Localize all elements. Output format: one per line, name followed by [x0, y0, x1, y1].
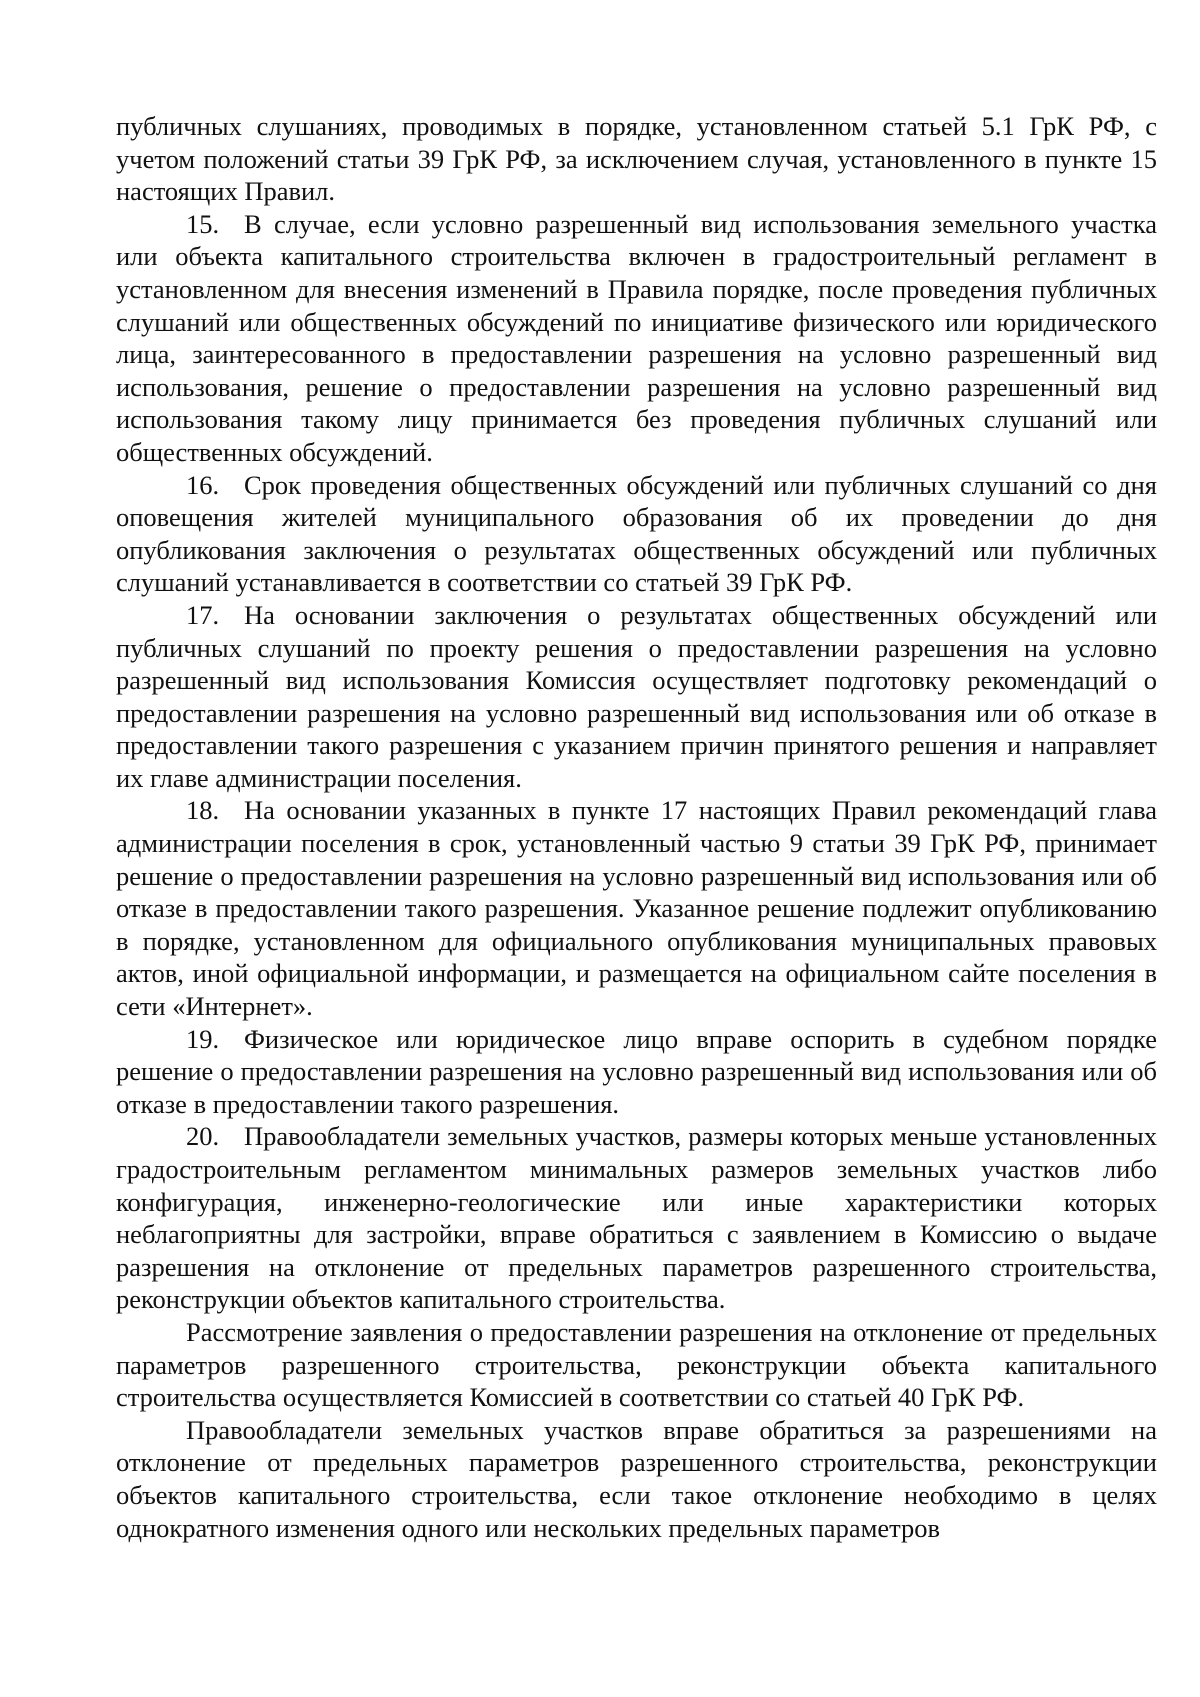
paragraph-text: Рассмотрение заявления о предоставлении разрешения на отклонение от предельных параметров разрешенного строительства, реконструкции объекта капитального строительства осуществляется Комиссией в соответствии со статьей 40 ГрК РФ.	[116, 1316, 1157, 1413]
paragraph-number: 18.	[186, 795, 220, 826]
paragraph-number: 15.	[186, 208, 220, 239]
paragraph-18	[116, 794, 1157, 1022]
paragraph-text: публичных слушаниях, проводимых в порядке, установленном статьей 5.1 ГрК РФ, с учетом положений статьи 39 ГрК РФ, за исключением случая, установленного в пункте 15 настоящих Правил.	[116, 111, 1157, 207]
paragraph-16	[116, 469, 1157, 599]
paragraph-text: На основании заключения о результатах общественных обсуждений или публичных слушаний по проекту решения о предоставлении разрешения на условно разрешенный вид использования Комиссия осуществляет подготовку рекомендаций о предоставлении разрешения на условно разрешенный вид использования или об отказе в предоставлении такого разрешения с указанием причин принятого решения и направляет их главе администрации поселения.	[116, 599, 1157, 793]
paragraph-text: Срок проведения общественных обсуждений или публичных слушаний со дня оповещения жителей муниципального образования об их проведении до дня опубликования заключения о результатах общественных обсуждений или публичных слушаний устанавливается в соответствии со статьей 39 ГрК РФ.	[116, 469, 1157, 598]
paragraph-20-consideration	[116, 1316, 1157, 1414]
paragraph-20-right-holders	[116, 1414, 1157, 1544]
paragraph-text: В случае, если условно разрешенный вид использования земельного участка или объекта капитального строительства включен в градостроительный регламент в установленном для внесения изменений в Правила порядке, после проведения публичных слушаний или общественных обсуждений по инициативе физического или юридического лица, заинтересованного в предоставлении разрешения на условно разрешенный вид использования, решение о предоставлении разрешения на условно разрешенный вид использования такому лицу принимается без проведения публичных слушаний или общественных обсуждений.	[116, 208, 1157, 467]
paragraph-text: Правообладатели земельных участков вправе обратиться за разрешениями на отклонение от предельных параметров разрешенного строительства, реконструкции объектов капитального строительства, если такое отклонение необходимо в целях однократного изменения одного или нескольких предельных параметров	[116, 1414, 1157, 1543]
paragraph-number: 17.	[186, 599, 220, 630]
paragraph-number: 16.	[186, 469, 220, 500]
paragraph-text: На основании указанных в пункте 17 настоящих Правил рекомендаций глава администрации поселения в срок, установленный частью 9 статьи 39 ГрК РФ, принимает решение о предоставлении разрешения на условно разрешенный вид использования или об отказе в предоставлении такого разрешения. Указанное решение подлежит опубликованию в порядке, установленном для официального опубликования муниципальных правовых актов, иной официальной информации, и размещается на официальном сайте поселения в сети «Интернет».	[116, 795, 1157, 1022]
paragraph-19	[116, 1023, 1157, 1121]
document-page	[116, 110, 1157, 1544]
paragraph-number: 20.	[186, 1121, 220, 1152]
paragraph-number: 19.	[186, 1023, 220, 1054]
paragraph-text: Физическое или юридическое лицо вправе оспорить в судебном порядке решение о предоставлении разрешения на условно разрешенный вид использования или об отказе в предоставлении такого разрешения.	[116, 1023, 1157, 1119]
paragraph-17	[116, 599, 1157, 795]
paragraph-15	[116, 208, 1157, 469]
paragraph-continuation	[116, 110, 1157, 208]
paragraph-20	[116, 1120, 1157, 1316]
paragraph-text: Правообладатели земельных участков, размеры которых меньше установленных градостроительным регламентом минимальных размеров земельных участков либо конфигурация, инженерно-геологические или иные характеристики которых неблагоприятны для застройки, вправе обратиться с заявлением в Комиссию о выдаче разрешения на отклонение от предельных параметров разрешенного строительства, реконструкции объектов капитального строительства.	[116, 1121, 1157, 1315]
